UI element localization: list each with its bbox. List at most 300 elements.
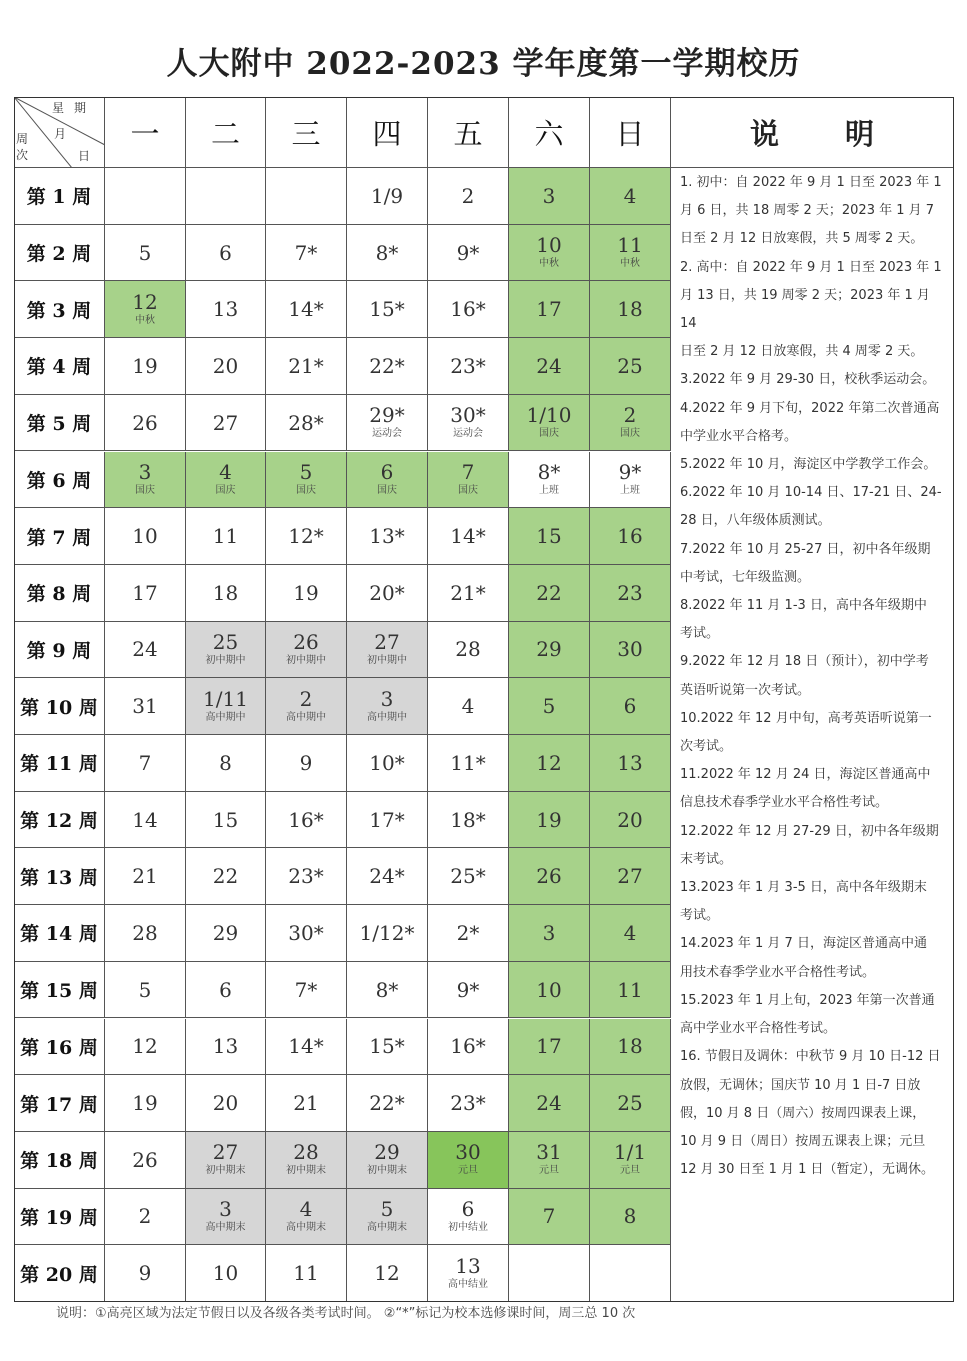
day-number: 20 — [617, 807, 643, 832]
day-cell — [186, 225, 266, 282]
note-line: 6.2022 年 10 月 10-14 日、17-21 日、24- — [680, 485, 942, 501]
week-label-cell — [14, 848, 105, 905]
day-cell — [347, 1189, 428, 1246]
day-cell — [186, 508, 266, 565]
day-number: 15* — [369, 297, 405, 322]
day-number: 7 — [138, 750, 152, 775]
week-label-cell — [14, 565, 105, 622]
day-number: 17 — [132, 580, 158, 605]
week-label: 第 4 周 — [26, 356, 92, 379]
explain-header: 说 明 — [749, 116, 903, 151]
day-cell — [347, 225, 428, 282]
day-number: 20 — [212, 353, 239, 378]
day-number: 18 — [617, 1034, 643, 1059]
week-label: 第 18 周 — [20, 1150, 98, 1173]
day-cell — [509, 452, 590, 509]
day-number: 6 — [219, 240, 232, 265]
week-label: 第 16 周 — [20, 1036, 98, 1059]
day-cell — [347, 1075, 428, 1132]
day-number: 15* — [369, 1034, 405, 1059]
day-number: 12 — [374, 1261, 400, 1286]
day-cell — [347, 1245, 428, 1302]
day-number: 9 — [299, 750, 313, 775]
note-line: 14.2023 年 1 月 7 日，海淀区普通高中通 — [680, 936, 927, 952]
day-cell — [428, 1245, 509, 1302]
day-number: 6 — [219, 977, 232, 1002]
day-number: 17 — [536, 297, 562, 322]
day-note: 上班 — [539, 484, 559, 496]
day-cell — [266, 225, 347, 282]
note-line: 放假，无调休；国庆节 10 月 1 日-7 日放 — [680, 1077, 921, 1093]
day-cell — [347, 168, 428, 225]
day-cell — [590, 1132, 671, 1189]
day-note: 高中期中 — [205, 711, 246, 723]
day-cell — [266, 452, 347, 509]
week-label: 第 11 周 — [20, 753, 98, 776]
day-cell — [347, 452, 428, 509]
day-cell — [509, 1189, 590, 1246]
day-cell — [266, 338, 347, 395]
corner-label-week: 周次 — [16, 132, 29, 162]
day-cell — [186, 1189, 266, 1246]
week-label: 第 3 周 — [26, 299, 92, 322]
week-label-cell — [14, 1189, 105, 1246]
day-number: 24 — [132, 637, 158, 662]
day-number: 30 — [455, 1140, 481, 1165]
weekday-header-1 — [105, 97, 186, 168]
day-number: 12 — [132, 1034, 158, 1059]
day-cell — [590, 338, 671, 395]
day-cell — [509, 281, 590, 338]
day-number: 21* — [288, 353, 324, 378]
day-number: 4 — [623, 183, 637, 208]
day-cell — [186, 1075, 266, 1132]
day-number: 10 — [132, 524, 158, 549]
day-note: 初中期中 — [367, 654, 407, 666]
day-cell — [105, 168, 186, 225]
day-number: 15 — [536, 524, 562, 549]
day-cell — [347, 395, 428, 452]
day-cell — [347, 622, 428, 679]
day-note: 国庆 — [458, 484, 478, 496]
day-number: 3 — [542, 183, 556, 208]
day-cell — [266, 168, 347, 225]
note-line: 中考试，七年级监测。 — [680, 569, 811, 585]
day-cell — [105, 962, 186, 1019]
day-cell — [428, 622, 509, 679]
day-cell — [105, 1245, 186, 1302]
day-number: 4 — [623, 920, 637, 945]
day-note: 上班 — [620, 484, 640, 496]
day-number: 5 — [138, 977, 152, 1002]
day-cell — [509, 1075, 590, 1132]
note-line: 日至 2 月 12 日放寒假，共 5 周零 2 天。 — [680, 231, 924, 247]
note-line: 末考试。 — [680, 851, 733, 867]
note-line: 28 日，八年级体质测试。 — [680, 513, 831, 529]
day-cell — [266, 678, 347, 735]
day-cell — [266, 792, 347, 849]
day-number: 3 — [138, 459, 152, 484]
day-cell — [186, 1019, 266, 1076]
day-cell — [105, 1075, 186, 1132]
day-cell — [105, 678, 186, 735]
day-cell — [105, 1132, 186, 1189]
footer-legend: 说明：①高亮区域为法定节假日以及各级各类考试时间。 ②“*”标记为校本选修课时间，周三总 10 次 — [56, 1306, 636, 1321]
weekday-header-6 — [509, 97, 590, 168]
weekday-label: 二 — [210, 116, 240, 151]
day-cell — [347, 508, 428, 565]
week-label-cell — [14, 622, 105, 679]
note-line: 11.2022 年 12 月 24 日，海淀区普通高中 — [680, 767, 931, 783]
week-label-cell — [14, 168, 105, 225]
day-cell — [590, 1245, 671, 1302]
day-cell — [428, 678, 509, 735]
day-number: 19 — [536, 807, 562, 832]
day-number: 5 — [299, 459, 313, 484]
weekday-label: 六 — [534, 116, 564, 151]
week-label: 第 20 周 — [20, 1263, 98, 1286]
note-line: 日至 2 月 12 日放寒假，共 4 周零 2 天。 — [680, 344, 924, 360]
day-cell — [105, 452, 186, 509]
day-number: 2 — [299, 686, 313, 711]
day-number: 26 — [293, 629, 319, 654]
day-cell — [266, 565, 347, 622]
day-number: 9* — [456, 977, 480, 1002]
day-note: 初中期末 — [367, 1165, 407, 1177]
day-number: 23 — [617, 580, 643, 605]
day-number: 29* — [369, 403, 405, 428]
day-number: 6 — [461, 1196, 475, 1221]
day-number: 24 — [536, 1091, 562, 1116]
day-cell — [105, 1019, 186, 1076]
day-note: 初中期中 — [286, 654, 326, 666]
day-number: 2 — [623, 403, 637, 428]
day-cell — [347, 565, 428, 622]
day-cell — [509, 622, 590, 679]
day-cell — [186, 1245, 266, 1302]
day-note: 运动会 — [372, 428, 402, 440]
day-number: 19 — [132, 353, 158, 378]
day-number: 31 — [132, 694, 158, 719]
explanation-notes — [671, 168, 951, 1302]
day-note: 元旦 — [458, 1165, 478, 1177]
day-number: 23* — [450, 1091, 486, 1116]
day-cell — [186, 281, 266, 338]
day-cell — [186, 848, 266, 905]
note-line: 1. 初中：自 2022 年 9 月 1 日至 2023 年 1 — [680, 175, 942, 190]
week-label-cell — [14, 678, 105, 735]
corner-label-weekday: 星期 — [52, 101, 97, 115]
day-number: 8 — [219, 750, 232, 775]
day-number: 6 — [623, 694, 637, 719]
day-number: 13 — [617, 750, 643, 775]
explain-header-cell — [671, 97, 954, 168]
day-cell — [347, 678, 428, 735]
day-cell — [266, 848, 347, 905]
corner-label-day: 日 — [78, 149, 91, 163]
day-number: 17* — [369, 807, 405, 832]
day-number: 7* — [294, 977, 318, 1002]
day-cell — [428, 1019, 509, 1076]
note-line: 8.2022 年 11 月 1-3 日，高中各年级期中 — [680, 598, 927, 614]
day-cell — [105, 1189, 186, 1246]
day-note: 中秋 — [135, 314, 155, 326]
note-line: 中学业水平合格考。 — [680, 428, 798, 444]
day-number: 29 — [212, 920, 239, 945]
day-cell — [509, 338, 590, 395]
day-number: 31 — [536, 1140, 562, 1165]
day-cell — [266, 1189, 347, 1246]
weekday-label: 五 — [453, 116, 483, 151]
day-number: 2 — [138, 1204, 152, 1229]
note-line: 12 月 30 日至 1 月 1 日（暂定），无调休。 — [680, 1162, 935, 1178]
day-cell — [266, 1019, 347, 1076]
day-number: 11* — [450, 750, 486, 775]
day-cell — [428, 1189, 509, 1246]
day-note: 国庆 — [539, 428, 559, 440]
day-number: 10 — [212, 1261, 239, 1286]
day-cell — [105, 905, 186, 962]
day-note: 国庆 — [620, 428, 640, 440]
note-line: 假，10 月 8 日（周六）按周四课表上课， — [680, 1105, 926, 1121]
day-cell — [428, 905, 509, 962]
day-cell — [105, 508, 186, 565]
day-cell — [590, 565, 671, 622]
day-cell — [509, 905, 590, 962]
day-cell — [105, 565, 186, 622]
day-number: 13 — [455, 1253, 481, 1278]
week-label: 第 7 周 — [26, 526, 92, 549]
note-line: 10 月 9 日（周日）按周五课表上课；元旦 — [680, 1133, 926, 1149]
week-label-cell — [14, 1075, 105, 1132]
day-cell — [266, 1245, 347, 1302]
day-number: 3 — [219, 1196, 232, 1221]
day-number: 4 — [461, 694, 475, 719]
day-cell — [186, 1132, 266, 1189]
note-line: 9.2022 年 12 月 18 日（预计），初中学考 — [680, 654, 929, 670]
weekday-header-3 — [266, 97, 347, 168]
day-note: 元旦 — [539, 1165, 559, 1177]
day-number: 22 — [212, 864, 239, 889]
day-number: 11 — [617, 233, 643, 258]
day-number: 25 — [212, 629, 239, 654]
day-number: 11 — [212, 524, 239, 549]
day-cell — [509, 225, 590, 282]
day-cell — [347, 905, 428, 962]
day-cell — [347, 1132, 428, 1189]
day-cell — [428, 848, 509, 905]
day-number: 6 — [380, 459, 394, 484]
week-label-cell — [14, 281, 105, 338]
day-number: 9* — [618, 459, 642, 484]
day-number: 12 — [132, 289, 158, 314]
note-line: 月 13 日，共 19 周零 2 天；2023 年 1 月 14 — [680, 287, 930, 332]
day-cell — [509, 848, 590, 905]
day-cell — [186, 678, 266, 735]
day-cell — [509, 1019, 590, 1076]
day-note: 高中结业 — [448, 1278, 488, 1290]
day-note: 国庆 — [296, 484, 316, 496]
day-cell — [186, 565, 266, 622]
day-note: 初中结业 — [448, 1221, 488, 1233]
note-line: 16. 节假日及调休：中秋节 9 月 10 日-12 日 — [680, 1049, 941, 1065]
note-line: 13.2023 年 1 月 3-5 日，高中各年级期末 — [680, 880, 927, 896]
note-line: 用技术春季学业水平合格性考试。 — [680, 964, 876, 980]
week-label-cell — [14, 962, 105, 1019]
day-cell — [509, 168, 590, 225]
week-label-cell — [14, 452, 105, 509]
day-number: 22* — [369, 1091, 405, 1116]
day-number: 13 — [212, 297, 239, 322]
note-line: 2. 高中：自 2022 年 9 月 1 日至 2023 年 1 — [680, 259, 942, 275]
day-number: 8* — [537, 459, 561, 484]
weekday-header-4 — [347, 97, 428, 168]
weekday-label: 日 — [615, 116, 645, 151]
day-cell — [509, 962, 590, 1019]
day-cell — [186, 735, 266, 792]
week-label-cell — [14, 792, 105, 849]
day-cell — [428, 452, 509, 509]
day-cell — [428, 508, 509, 565]
week-label-cell — [14, 395, 105, 452]
day-note: 高中期中 — [367, 711, 407, 723]
day-number: 13* — [369, 524, 405, 549]
week-label: 第 12 周 — [20, 810, 98, 833]
day-note: 高中期中 — [286, 711, 326, 723]
day-number: 23* — [450, 353, 486, 378]
day-note: 高中期末 — [205, 1221, 246, 1233]
corner-label-month: 月 — [54, 127, 67, 141]
day-number: 28* — [288, 410, 324, 435]
day-cell — [105, 792, 186, 849]
note-line: 考试。 — [680, 908, 720, 924]
week-label: 第 1 周 — [26, 186, 92, 209]
day-number: 18 — [617, 297, 643, 322]
day-cell — [590, 792, 671, 849]
day-note: 中秋 — [539, 258, 559, 270]
day-note: 初中期中 — [205, 654, 246, 666]
day-number: 19 — [132, 1091, 158, 1116]
weekday-header-7 — [590, 97, 671, 168]
day-number: 24* — [369, 864, 405, 889]
week-label-cell — [14, 1132, 105, 1189]
day-number: 8* — [375, 240, 399, 265]
day-number: 21* — [450, 580, 486, 605]
note-line: 次考试。 — [680, 739, 733, 755]
day-note: 初中期末 — [205, 1165, 246, 1177]
week-label: 第 5 周 — [26, 413, 92, 436]
weekday-label: 四 — [372, 116, 402, 151]
week-label-cell — [14, 735, 105, 792]
day-number: 26 — [132, 410, 158, 435]
day-cell — [105, 395, 186, 452]
week-label: 第 14 周 — [20, 923, 98, 946]
day-number: 7* — [294, 240, 318, 265]
day-note: 高中期末 — [286, 1221, 326, 1233]
day-cell — [590, 735, 671, 792]
week-label-cell — [14, 1019, 105, 1076]
note-line: 10.2022 年 12 月中旬，高考英语听说第一 — [680, 710, 932, 726]
day-number: 1/10 — [526, 403, 572, 428]
day-number: 18 — [212, 580, 239, 605]
day-cell — [266, 1132, 347, 1189]
day-number: 8 — [623, 1204, 637, 1229]
day-number: 29 — [374, 1140, 400, 1165]
week-label-cell — [14, 338, 105, 395]
day-cell — [509, 565, 590, 622]
weekday-header-2 — [186, 97, 266, 168]
week-label: 第 6 周 — [26, 469, 92, 492]
day-cell — [347, 281, 428, 338]
day-number: 2 — [461, 183, 475, 208]
weekday-label: 三 — [291, 116, 321, 151]
note-line: 月 6 日，共 18 周零 2 天；2023 年 1 月 7 — [680, 203, 935, 219]
day-note: 元旦 — [620, 1165, 640, 1177]
day-cell — [347, 792, 428, 849]
day-cell — [590, 168, 671, 225]
day-number: 29 — [536, 637, 562, 662]
day-number: 13 — [212, 1034, 239, 1059]
day-cell — [186, 395, 266, 452]
day-cell — [186, 962, 266, 1019]
note-line: 3.2022 年 9 月 29-30 日，校秋季运动会。 — [680, 372, 936, 388]
day-cell — [428, 338, 509, 395]
day-number: 4 — [299, 1196, 313, 1221]
day-cell — [590, 1189, 671, 1246]
day-number: 26 — [132, 1147, 158, 1172]
day-cell — [347, 962, 428, 1019]
day-number: 9 — [138, 1261, 152, 1286]
week-label: 第 8 周 — [26, 583, 92, 606]
day-number: 1/11 — [203, 686, 248, 711]
weekday-header-5 — [428, 97, 509, 168]
day-number: 11 — [293, 1261, 319, 1286]
note-line: 4.2022 年 9 月下旬，2022 年第二次普通高 — [680, 400, 940, 416]
day-cell — [428, 792, 509, 849]
day-note: 运动会 — [453, 428, 483, 440]
day-cell — [590, 1075, 671, 1132]
day-cell — [186, 905, 266, 962]
day-cell — [347, 848, 428, 905]
day-cell — [509, 678, 590, 735]
week-label: 第 17 周 — [20, 1093, 98, 1116]
day-number: 5 — [542, 694, 556, 719]
note-line: 7.2022 年 10 月 25-27 日，初中各年级期 — [680, 541, 931, 557]
day-number: 5 — [138, 240, 152, 265]
day-number: 30* — [450, 403, 486, 428]
day-number: 5 — [380, 1196, 394, 1221]
day-cell — [590, 395, 671, 452]
day-number: 8* — [375, 977, 399, 1002]
week-label-cell — [14, 225, 105, 282]
week-label: 第 2 周 — [26, 243, 92, 266]
day-note: 中秋 — [620, 258, 640, 270]
day-number: 16* — [450, 1034, 486, 1059]
day-number: 14* — [450, 524, 486, 549]
day-cell — [105, 735, 186, 792]
day-number: 25 — [617, 1091, 643, 1116]
week-label: 第 13 周 — [20, 866, 98, 889]
day-number: 1/9 — [370, 183, 404, 208]
note-line: 信息技术春季学业水平合格性考试。 — [680, 795, 889, 811]
day-cell — [509, 1132, 590, 1189]
day-cell — [590, 848, 671, 905]
day-number: 28 — [132, 920, 158, 945]
day-cell — [266, 1075, 347, 1132]
day-number: 21 — [132, 864, 158, 889]
note-line: 高中学业水平合格性考试。 — [680, 1021, 837, 1037]
day-cell — [347, 338, 428, 395]
